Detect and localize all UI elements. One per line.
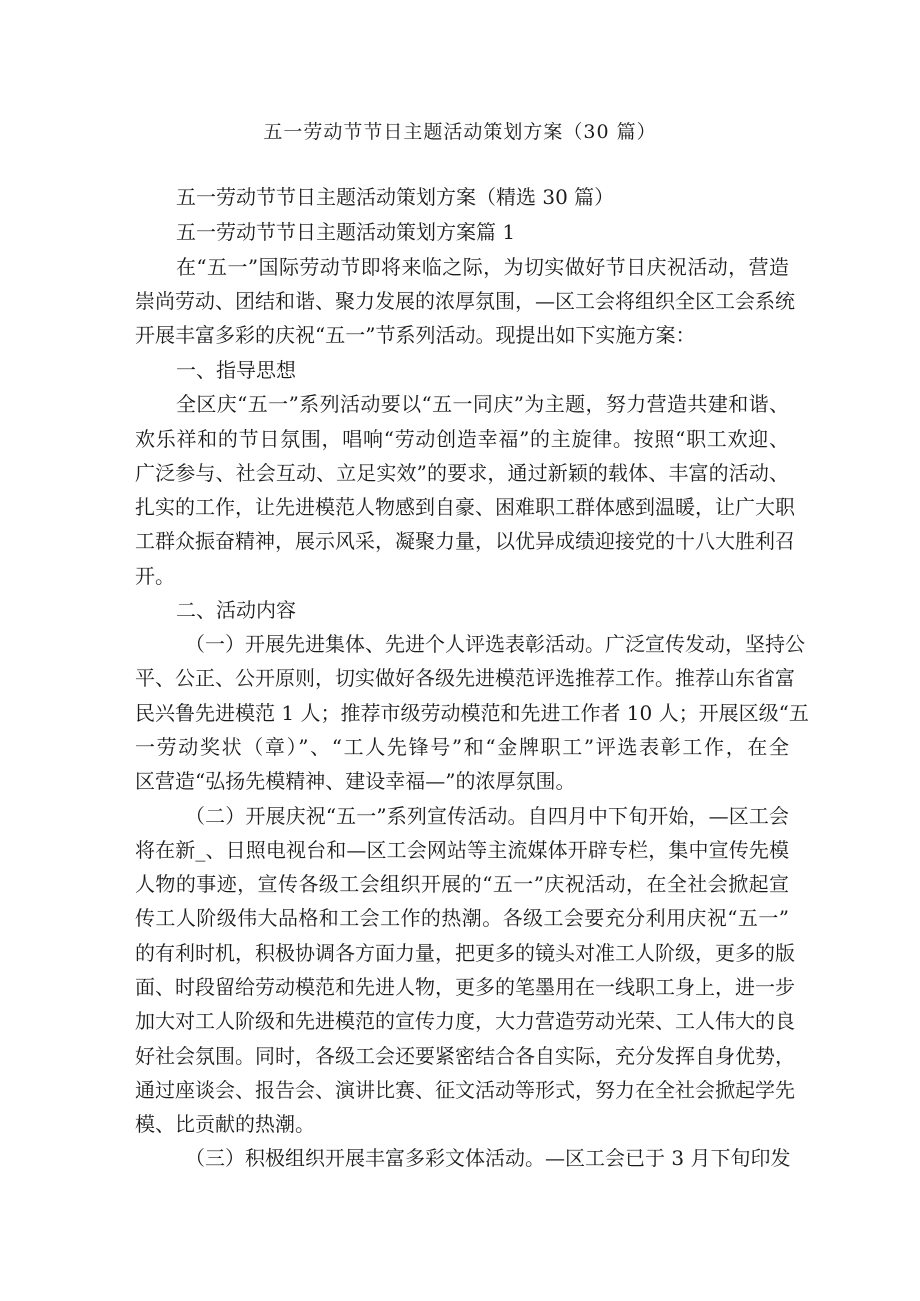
paragraph-line: 通过座谈会、报告会、演讲比赛、征文活动等形式，努力在全社会掀起学先 — [135, 1078, 795, 1102]
paragraph-line: 面、时段留给劳动模范和先进人物，更多的笔墨用在一线职工身上，进一步 — [135, 975, 795, 999]
paragraph-line: 将在新_、日照电视台和—区工会网站等主流媒体开辟专栏，集中宣传先模 — [135, 838, 789, 862]
paragraph-line: （一）开展先进集体、先进个人评选表彰活动。广泛宣传发动，坚持公 — [185, 632, 805, 656]
paragraph-line: 传工人阶级伟大品格和工会工作的热潮。各级工会要充分利用庆祝“五一” — [135, 906, 789, 930]
section-heading: 二、活动内容 — [176, 598, 296, 622]
paragraph-line: 开展丰富多彩的庆祝“五一”节系列活动。现提出如下实施方案： — [135, 323, 696, 347]
paragraph-line: 区营造“弘扬先模精神、建设幸福—”的浓厚氛围。 — [135, 769, 576, 793]
paragraph-line: 全区庆“五一”系列活动要以“五一同庆”为主题，努力营造共建和谐、 — [176, 392, 789, 416]
paragraph-line: 欢乐祥和的节日氛围，唱响“劳动创造幸福”的主旋律。按照“职工欢迎、 — [135, 427, 789, 451]
paragraph-line: 模、比贡献的热潮。 — [135, 1112, 315, 1136]
chapter-heading: 五一劳动节节日主题活动策划方案篇 1 — [176, 220, 516, 244]
paragraph-line: 好社会氛围。同时，各级工会还要紧密结合各自实际，充分发挥自身优势， — [135, 1044, 795, 1068]
document-subtitle: 五一劳动节节日主题活动策划方案（精选 30 篇） — [176, 185, 615, 209]
paragraph-line: 在“五一”国际劳动节即将来临之际，为切实做好节日庆祝活动，营造 — [176, 255, 789, 279]
paragraph-line: 开。 — [135, 564, 175, 588]
paragraph-line: 的有利时机，积极协调各方面力量，把更多的镜头对准工人阶级，更多的版 — [135, 941, 795, 965]
paragraph-line: （二）开展庆祝“五一”系列宣传活动。自四月中下旬开始，—区工会 — [185, 804, 789, 828]
paragraph-line: 加大对工人阶级和先进模范的宣传力度，大力营造劳动光荣、工人伟大的良 — [135, 1009, 795, 1033]
paragraph-line: 工群众振奋精神，展示风采，凝聚力量，以优异成绩迎接党的十八大胜利召 — [135, 529, 795, 553]
paragraph-line: 人物的事迹，宣传各级工会组织开展的“五一”庆祝活动，在全社会掀起宣 — [135, 872, 789, 896]
paragraph-line: 崇尚劳动、团结和谐、聚力发展的浓厚氛围，—区工会将组织全区工会系统 — [135, 289, 795, 313]
paragraph-line: （三）积极组织开展丰富多彩文体活动。—区工会已于 3 月下旬印发 — [185, 1146, 791, 1170]
paragraph-line: 民兴鲁先进模范 1 人；推荐市级劳动模范和先进工作者 10 人；开展区级“五 — [135, 701, 809, 725]
paragraph-line: 广泛参与、社会互动、立足实效”的要求，通过新颖的载体、丰富的活动、 — [135, 461, 789, 485]
section-heading: 一、指导思想 — [176, 358, 296, 382]
paragraph-line: 扎实的工作，让先进模范人物感到自豪、困难职工群体感到温暖，让广大职 — [135, 495, 795, 519]
document-title: 五一劳动节节日主题活动策划方案（30 篇） — [263, 121, 657, 143]
paragraph-line: 平、公正、公开原则，切实做好各级先进模范评选推荐工作。推荐山东省富 — [135, 666, 795, 690]
paragraph-line: 一劳动奖状（章）”、“工人先锋号”和“金牌职工”评选表彰工作，在全 — [135, 735, 789, 759]
